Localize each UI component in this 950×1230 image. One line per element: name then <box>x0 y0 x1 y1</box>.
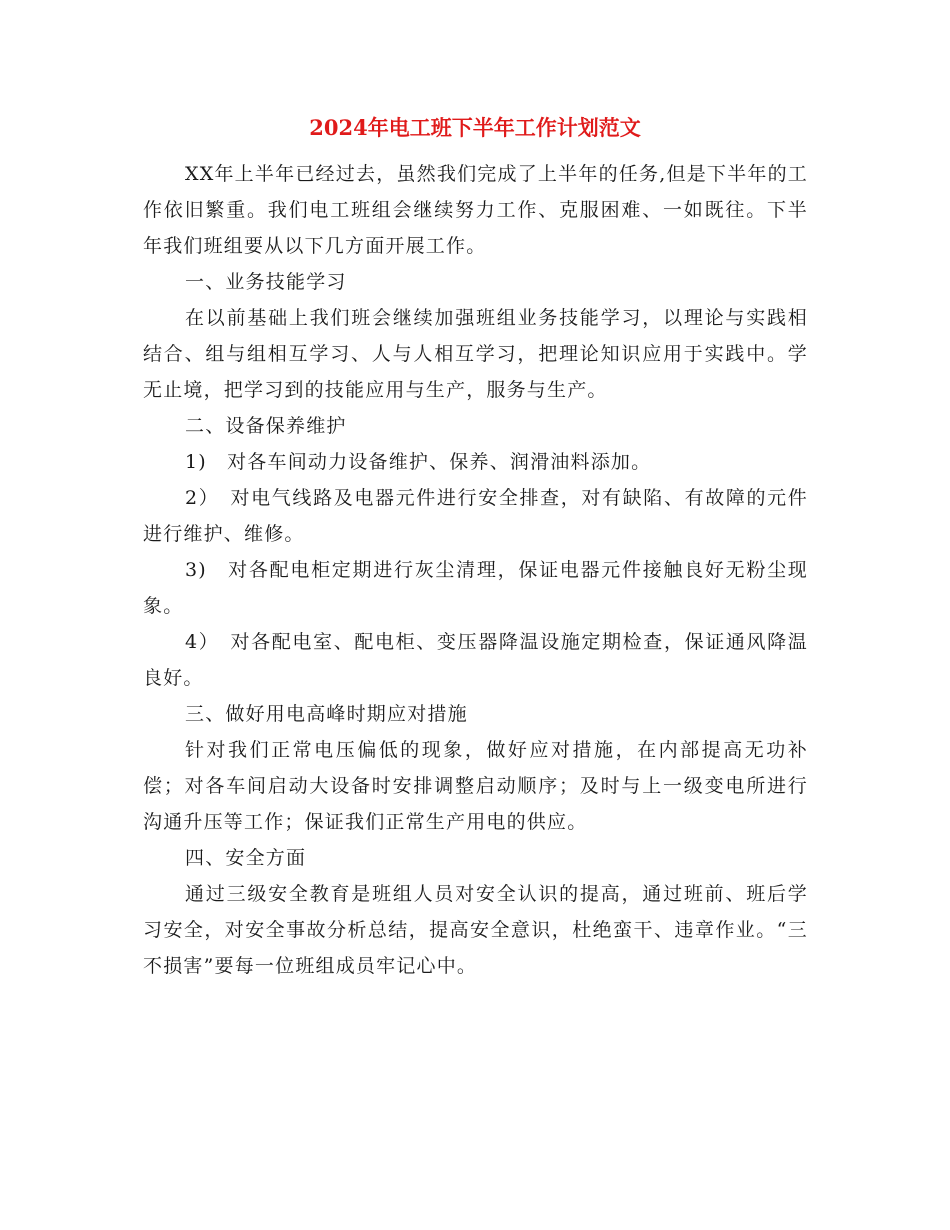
section-heading-peak-load: 三、做好用电高峰时期应对措施 <box>185 703 468 725</box>
maintenance-item-2: 2） 对电气线路及电器元件进行安全排查，对有缺陷、有故障的元件进行维护、维修。 <box>143 487 808 545</box>
section-heading-safety: 四、安全方面 <box>185 847 307 869</box>
maintenance-item-3: 3) 对各配电柜定期进行灰尘清理，保证电器元件接触良好无粉尘现象。 <box>143 559 808 617</box>
section-heading-maintenance: 二、设备保养维护 <box>185 415 347 437</box>
intro-paragraph: XX年上半年已经过去，虽然我们完成了上半年的任务,但是下半年的工作依旧繁重。我们电工班组会继续努力工作、克服困难、一如既往。下半年我们班组要从以下几方面开展工作。 <box>143 163 808 257</box>
maintenance-item-1: 1) 对各车间动力设备维护、保养、润滑油料添加。 <box>185 451 652 473</box>
maintenance-item-4: 4） 对各配电室、配电柜、变压器降温设施定期检查，保证通风降温良好。 <box>143 631 808 689</box>
skills-paragraph: 在以前基础上我们班会继续加强班组业务技能学习，以理论与实践相结合、组与组相互学习、人与人相互学习，把理论知识应用于实践中。学无止境，把学习到的技能应用与生产，服务与生产。 <box>143 307 808 401</box>
section-heading-skills: 一、业务技能学习 <box>185 271 347 293</box>
document-title: 2024年电工班下半年工作计划范文 <box>309 115 641 140</box>
document-body <box>143 156 808 984</box>
safety-paragraph: 通过三级安全教育是班组人员对安全认识的提高，通过班前、班后学习安全，对安全事故分析总结，提高安全意识，杜绝蛮干、违章作业。“三不损害”要每一位班组成员牢记心中。 <box>143 883 808 977</box>
peak-load-paragraph: 针对我们正常电压偏低的现象，做好应对措施，在内部提高无功补偿；对各车间启动大设备时安排调整启动顺序；及时与上一级变电所进行沟通升压等工作；保证我们正常生产用电的供应。 <box>143 739 808 833</box>
